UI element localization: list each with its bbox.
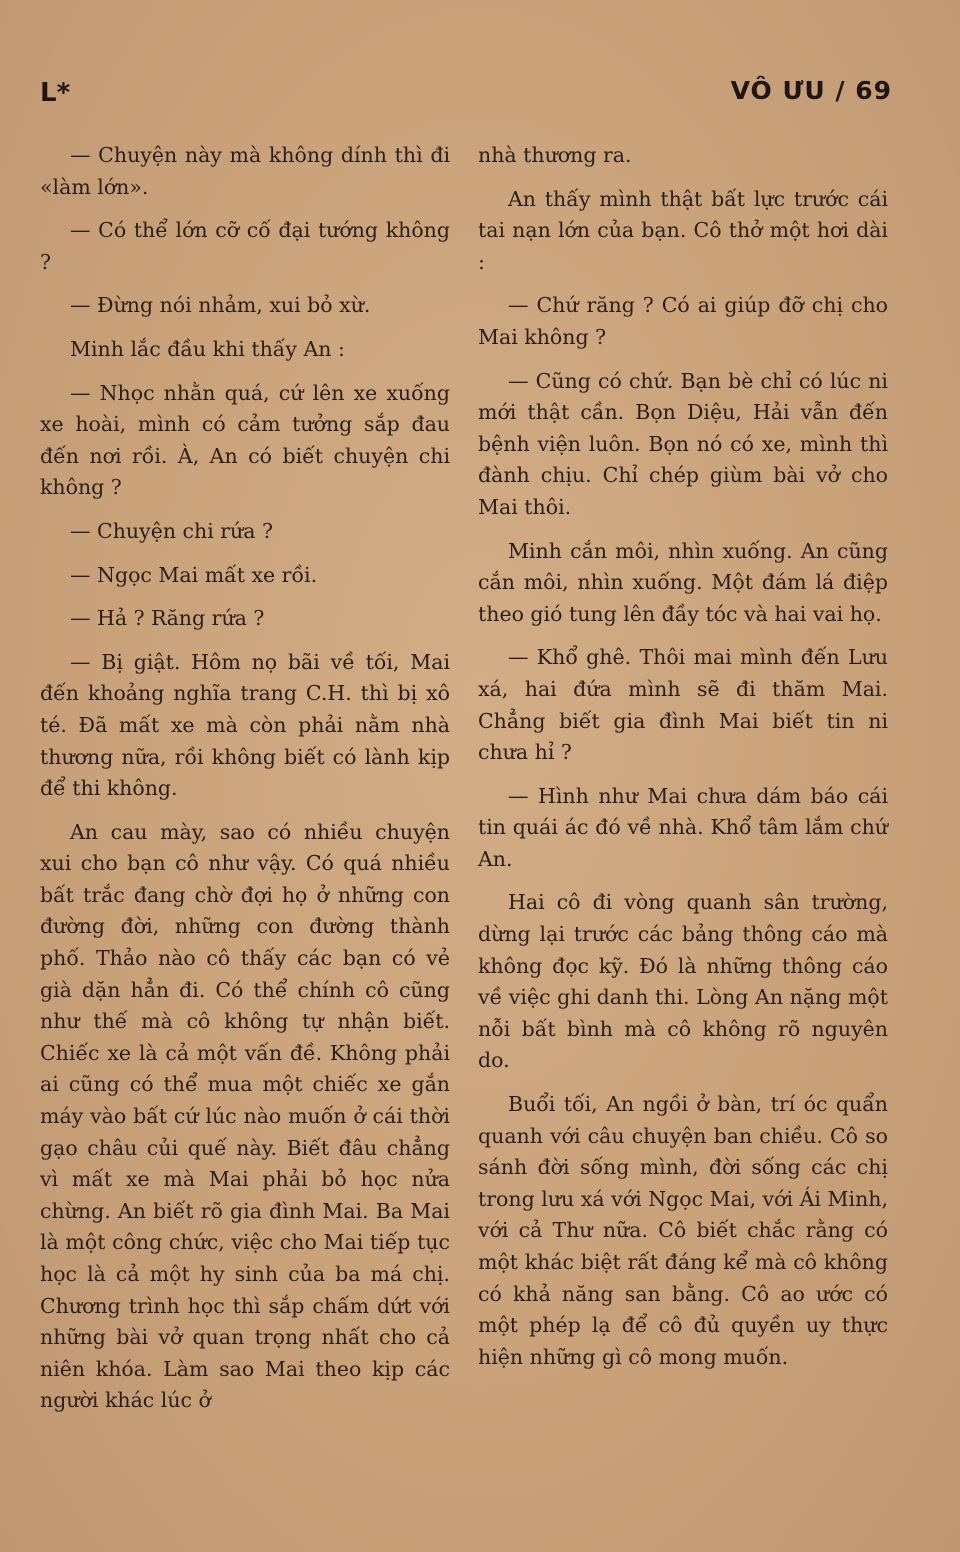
paragraph: Buổi tối, An ngồi ở bàn, trí óc quẩn quanh với câu chuyện ban chiều. Cô so sánh đời sống mình, đời sống các chị trong lưu xá với Ngọc Mai, với Ái Minh, với cả Thư nữa. Cô biết chắc rằng có một khác biệt rất đáng kể mà cô không có khả năng san bằng. Cô ao ước có một phép lạ để cô đủ quyền uy thực hiện những gì cô mong muốn.: [478, 1092, 888, 1369]
paragraph: Hai cô đi vòng quanh sân trường, dừng lại trước các bảng thông cáo mà không đọc kỹ. Đó là những thông cáo về việc ghi danh thi. Lòng An nặng một nỗi bất bình mà cô không rõ nguyên do.: [478, 890, 888, 1073]
paragraph: — Nhọc nhằn quá, cứ lên xe xuống xe hoài, mình có cảm tưởng sắp đau đến nơi rồi. À, An có biết chuyện chi không ?: [40, 380, 450, 500]
paragraph: — Hả ? Răng rứa ?: [70, 606, 265, 631]
right-column: [478, 140, 888, 1385]
paragraph: Minh cắn môi, nhìn xuống. An cũng cắn môi, nhìn xuống. Một đám lá điệp theo gió tung lên đầy tóc và hai vai họ.: [478, 538, 888, 626]
paragraph: — Chuyện này mà không dính thì đi «làm lớn».: [40, 143, 450, 199]
paragraph: — Đừng nói nhảm, xui bỏ xừ.: [70, 293, 371, 318]
paragraph: — Có thể lớn cỡ cố đại tướng không ?: [40, 218, 450, 274]
paragraph: An cau mày, sao có nhiều chuyện xui cho bạn cô như vậy. Có quá nhiều bất trắc đang chờ đợi họ ở những con đường đời, những con đường thành phố. Thảo nào cô thấy các bạn có vẻ già dặn hẳn đi. Có thể chính cô cũng như thế mà cô không tự nhận biết. Chiếc xe là cả một vấn đề. Không phải ai cũng có thể mua một chiếc xe gắn máy vào bất cứ lúc nào muốn ở cái thời gạo châu củi quế này. Biết đâu chẳng vì mất xe mà Mai phải bỏ học nửa chừng. An biết rõ gia đình Mai. Ba Mai là một công chức, việc cho Mai tiếp tục học là cả một hy sinh của ba má chị. Chương trình học thì sắp chấm dứt với những bài vở quan trọng nhất cho cả niên khóa. Làm sao Mai theo kịp các người khác lúc ở: [40, 819, 450, 1413]
left-column: [40, 140, 450, 1429]
paragraph: — Chứ răng ? Có ai giúp đỡ chị cho Mai không ?: [478, 293, 888, 349]
paragraph: Minh lắc đầu khi thấy An :: [70, 336, 345, 361]
paragraph: — Hình như Mai chưa dám báo cái tin quái ác đó về nhà. Khổ tâm lắm chứ An.: [478, 783, 888, 871]
page-header-title: VÔ ƯU / 69: [730, 76, 892, 105]
paragraph: nhà thương ra.: [478, 143, 632, 167]
paragraph: — Cũng có chứ. Bạn bè chỉ có lúc ni mới thật cần. Bọn Diệu, Hải vẫn đến bệnh viện luôn. Bọn nó có xe, mình thì đành chịu. Chỉ chép giùm bài vở cho Mai thôi.: [478, 368, 888, 519]
paragraph: — Ngọc Mai mất xe rồi.: [70, 562, 318, 587]
paragraph: — Chuyện chi rứa ?: [70, 518, 274, 543]
page-header-mark: L*: [40, 78, 71, 108]
paragraph: An thấy mình thật bất lực trước cái tai nạn lớn của bạn. Cô thở một hơi dài :: [478, 186, 888, 274]
paragraph: — Bị giật. Hôm nọ bãi về tối, Mai đến khoảng nghĩa trang C.H. thì bị xô té. Đã mất xe mà còn phải nằm nhà thương nữa, rồi không biết có lành kịp để thi không.: [40, 649, 450, 801]
paragraph: — Khổ ghê. Thôi mai mình đến Lưu xá, hai đứa mình sẽ đi thăm Mai. Chẳng biết gia đình Mai biết tin ni chưa hỉ ?: [478, 645, 888, 765]
